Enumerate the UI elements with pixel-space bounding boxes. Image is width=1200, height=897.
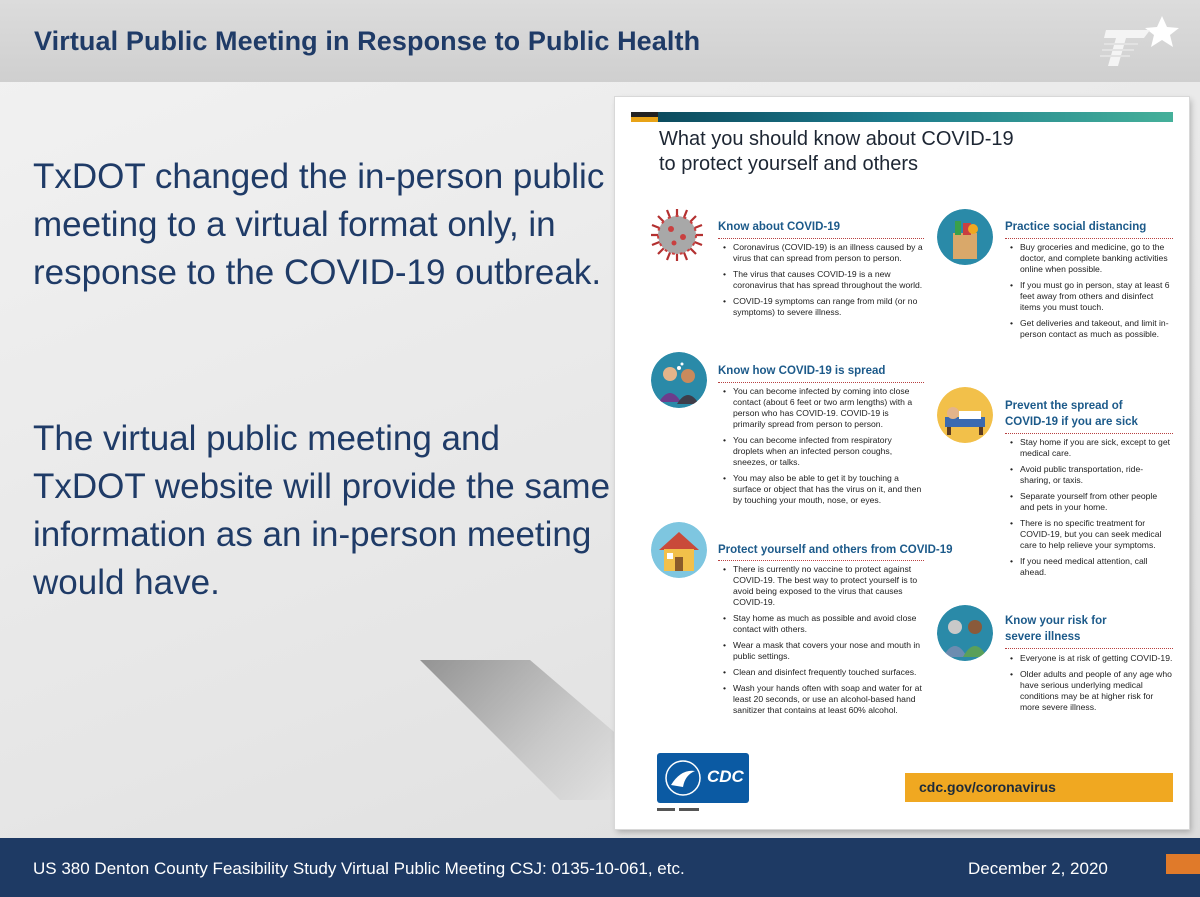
poster-shadow [420, 660, 620, 800]
hhs-eagle-icon [663, 759, 703, 797]
covid-poster [615, 97, 1189, 829]
list-item: • COVID-19 symptoms can range from mild (or no symptoms) to severe illness. [721, 296, 923, 318]
house-icon [651, 522, 707, 578]
bullet-list [1008, 242, 1173, 345]
sick-person-icon [937, 387, 993, 443]
section-divider [718, 560, 924, 561]
virus-icon [649, 207, 705, 263]
bullet-list [1008, 437, 1173, 583]
list-item: • If you need medical attention, call ahead. [1008, 556, 1173, 578]
list-item: • You can become infected by coming into close contact (about 6 feet or two arm lengths) with a person who has COVID-19. COVID-19 is primarily spread from person to person. [721, 386, 923, 430]
bullet-list [721, 242, 923, 323]
people-talking-icon [651, 352, 707, 408]
poster-accent-bar [631, 112, 658, 122]
list-item: • Wash your hands often with soap and water for at least 20 seconds, or use an alcohol-based hand sanitizer that contains at least 60% alcohol. [721, 683, 923, 716]
list-item: • Everyone is at risk of getting COVID-19. [1008, 653, 1173, 664]
poster-gradient-bar [658, 112, 1173, 122]
footer-date: December 2, 2020 [968, 859, 1108, 878]
paragraph-virtual-format: TxDOT changed the in-person public meeting to a virtual format only, in response to the COVID-19 outbreak. [33, 157, 605, 292]
slide-title: Virtual Public Meeting in Response to Public Health [34, 26, 701, 56]
list-item: • Get deliveries and takeout, and limit in-person contact as much as possible. [1008, 318, 1173, 340]
section-divider [1005, 238, 1173, 239]
list-item: • Buy groceries and medicine, go to the doctor, and complete banking activities online when possible. [1008, 242, 1173, 275]
poster-url: cdc.gov/coronavirus [919, 779, 1056, 795]
section-divider [1005, 648, 1173, 649]
list-item: • Coronavirus (COVID-19) is an illness caused by a virus that can spread from person to person. [721, 242, 923, 264]
section-heading: Prevent the spread of COVID-19 if you are sick [1005, 400, 1138, 428]
poster-title: What you should know about COVID-19 to protect yourself and others [659, 128, 1014, 175]
section-heading: Know your risk for severe illness [1005, 615, 1107, 643]
list-item: • Separate yourself from other people and pets in your home. [1008, 491, 1173, 513]
bullet-list [1008, 653, 1173, 718]
cdc-logo-icon [657, 753, 749, 803]
list-item: • The virus that causes COVID-19 is a new coronavirus that has spread throughout the world. [721, 269, 923, 291]
section-heading: Know about COVID-19 [718, 221, 841, 233]
list-item: • Stay home if you are sick, except to get medical care. [1008, 437, 1173, 459]
list-item: • Wear a mask that covers your nose and mouth in public settings. [721, 640, 923, 662]
list-item: • You can become infected from respiratory droplets when an infected person coughs, sneezes, or talks. [721, 435, 923, 468]
footer-accent-block [1166, 854, 1200, 874]
section-heading: Protect yourself and others from COVID-19 [718, 544, 953, 556]
footer-bar [0, 838, 1200, 897]
section-heading: Practice social distancing [1005, 221, 1147, 233]
list-item: • You may also be able to get it by touching a surface or object that has the virus on it, and then by touching your mouth, nose, or eyes. [721, 473, 923, 506]
footer-project-info: US 380 Denton County Feasibility Study Virtual Public Meeting CSJ: 0135-10-061, etc. [33, 859, 685, 878]
txdot-logo-icon [1100, 10, 1186, 72]
list-item: • Older adults and people of any age who have serious underlying medical conditions may be at higher risk for more severe illness. [1008, 669, 1173, 713]
list-item: • Clean and disinfect frequently touched surfaces. [721, 667, 923, 678]
cdc-text: CDC [707, 767, 744, 786]
section-divider [718, 238, 924, 239]
list-item: • Stay home as much as possible and avoid close contact with others. [721, 613, 923, 635]
fine-print-graphic [657, 807, 705, 813]
bullet-list [721, 564, 923, 721]
section-divider [1005, 433, 1173, 434]
header-bar [0, 0, 1200, 82]
list-item: • There is no specific treatment for COVID-19, but you can seek medical care to help relieve your symptoms. [1008, 518, 1173, 551]
paragraph-same-information: The virtual public meeting and TxDOT website will provide the same information as an in-person meeting would have. [33, 419, 611, 602]
section-heading: Know how COVID-19 is spread [718, 365, 886, 377]
list-item: • If you must go in person, stay at least 6 feet away from others and disinfect items you must touch. [1008, 280, 1173, 313]
grocery-bag-icon [937, 209, 993, 265]
list-item: • Avoid public transportation, ride-sharing, or taxis. [1008, 464, 1173, 486]
section-divider [718, 382, 924, 383]
elderly-people-icon [937, 605, 993, 661]
poster-url-bar [905, 773, 1173, 802]
list-item: • There is currently no vaccine to protect against COVID-19. The best way to protect yourself is to avoid being exposed to the virus that causes COVID-19. [721, 564, 923, 608]
bullet-list [721, 386, 923, 511]
